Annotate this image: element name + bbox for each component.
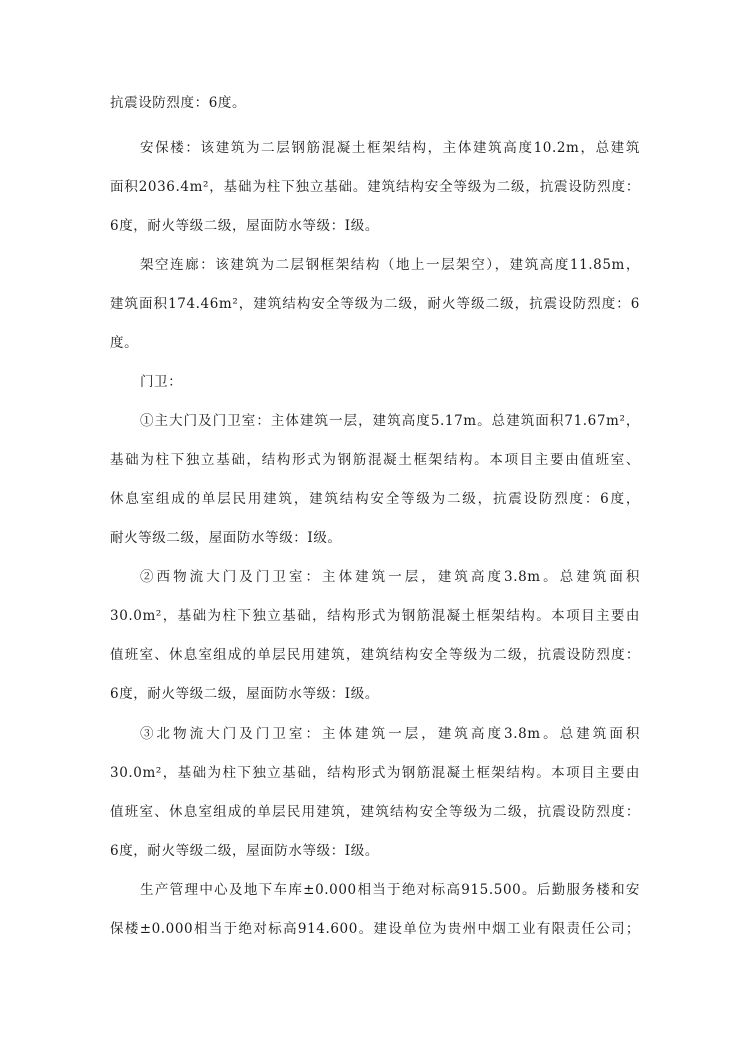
text-line: 安保楼：该建筑为二层钢筋混凝土框架结构，主体建筑高度10.2m，总建筑 xyxy=(140,140,640,156)
text-line: 建筑面积174.46m²，建筑结构安全等级为二级，耐火等级二级，抗震设防烈度：6 xyxy=(110,296,640,312)
text-line: 30.0m²，基础为柱下独立基础，结构形式为钢筋混凝土框架结构。本项目主要由 xyxy=(110,765,640,781)
text-line: 6度，耐火等级二级，屋面防水等级：Ⅰ级。 xyxy=(110,843,379,859)
text-line: 值班室、休息室组成的单层民用建筑，建筑结构安全等级为二级，抗震设防烈度： xyxy=(110,647,640,663)
text-line: 6度，耐火等级二级，屋面防水等级：Ⅰ级。 xyxy=(110,218,379,234)
text-line: 值班室、休息室组成的单层民用建筑，建筑结构安全等级为二级，抗震设防烈度： xyxy=(110,804,640,820)
text-line: 休息室组成的单层民用建筑，建筑结构安全等级为二级，抗震设防烈度：6度， xyxy=(110,491,640,507)
text-line: 门卫： xyxy=(140,374,183,390)
text-line: 耐火等级二级，屋面防水等级：Ⅰ级。 xyxy=(110,530,342,546)
text-line: 架空连廊：该建筑为二层钢框架结构（地上一层架空），建筑高度11.85m， xyxy=(140,257,640,273)
text-line: ①主大门及门卫室：主体建筑一层，建筑高度5.17m。总建筑面积71.67m²， xyxy=(140,413,640,429)
text-line: ③北物流大门及门卫室：主体建筑一层，建筑高度3.8m。总建筑面积 xyxy=(140,726,640,742)
text-line: 基础为柱下独立基础，结构形式为钢筋混凝土框架结构。本项目主要由值班室、 xyxy=(110,452,640,468)
text-line: 6度，耐火等级二级，屋面防水等级：Ⅰ级。 xyxy=(110,686,379,702)
text-line: 30.0m²，基础为柱下独立基础，结构形式为钢筋混凝土框架结构。本项目主要由 xyxy=(110,608,640,624)
text-line: 保楼±0.000相当于绝对标高914.600。建设单位为贵州中烟工业有限责任公司； xyxy=(110,921,640,937)
text-line: 抗震设防烈度：6度。 xyxy=(110,95,247,111)
text-line: 面积2036.4m²，基础为柱下独立基础。建筑结构安全等级为二级，抗震设防烈度： xyxy=(110,179,640,195)
text-line: 度。 xyxy=(110,335,139,351)
text-line: 生产管理中心及地下车库±0.000相当于绝对标高915.500。后勤服务楼和安 xyxy=(140,882,640,898)
text-line: ②西物流大门及门卫室：主体建筑一层，建筑高度3.8m。总建筑面积 xyxy=(140,569,640,585)
